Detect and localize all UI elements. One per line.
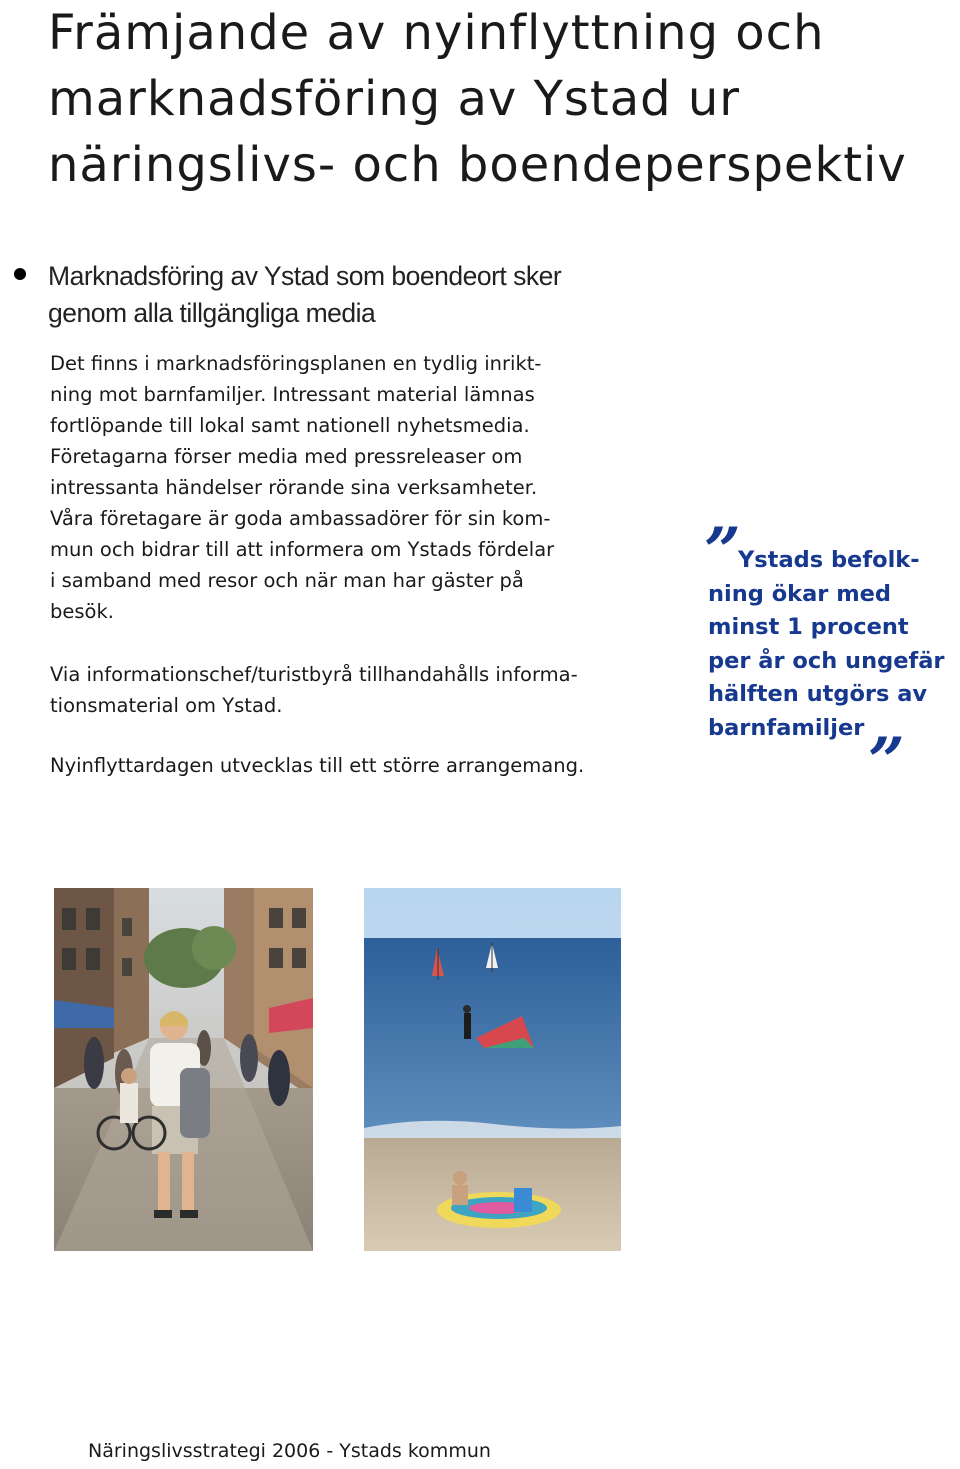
paragraph-line: fortlöpande till lokal samt nationell nyhetsmedia. <box>50 414 530 437</box>
paragraph-line: Nyinflyttardagen utvecklas till ett större arrangemang. <box>50 754 585 777</box>
body-paragraph-marketing <box>50 348 650 627</box>
open-quote-icon: ” <box>704 514 741 589</box>
pullquote-line: per år och ungefär <box>708 647 945 674</box>
paragraph-line: besök. <box>50 600 114 623</box>
beach-photo <box>364 888 621 1251</box>
paragraph-line: i samband med resor och när man har gäster på <box>50 569 524 592</box>
street-photo <box>54 888 313 1251</box>
pullquote-line: minst 1 procent <box>708 614 909 640</box>
pullquote-line: hälften utgörs av <box>708 681 928 707</box>
title-line: marknadsföring av Ystad ur <box>48 71 741 127</box>
page-title <box>48 0 948 198</box>
paragraph-line: Våra företagare är goda ambassadörer för sin kom- <box>50 507 551 530</box>
paragraph-line: Det finns i marknadsföringsplanen en tydlig inrikt- <box>50 352 542 375</box>
title-line: Främjande av nyinflyttning och <box>48 5 825 61</box>
body-paragraph-newcomers-day <box>50 750 650 781</box>
pull-quote <box>708 544 958 745</box>
paragraph-line: tionsmaterial om Ystad. <box>50 694 283 717</box>
page-footer: Näringslivsstrategi 2006 - Ystads kommun <box>88 1440 491 1462</box>
pullquote-line: Ystads befolk- <box>738 547 920 573</box>
close-quote-icon: ” <box>868 724 905 799</box>
paragraph-line: mun och bidrar till att informera om Ystads fördelar <box>50 538 555 561</box>
bullet-icon <box>14 268 26 280</box>
paragraph-line: Via informationschef/turistbyrå tillhandahålls informa- <box>50 663 578 686</box>
pullquote-line: ning ökar med <box>708 580 892 607</box>
title-line: näringslivs- och boendeperspektiv <box>48 137 907 193</box>
pullquote-line: barnfamiljer <box>708 714 865 741</box>
body-paragraph-information <box>50 659 650 721</box>
subheading-line: genom alla tillgängliga media <box>48 298 376 328</box>
paragraph-line: Företagarna förser media med pressreleaser om <box>50 445 523 468</box>
paragraph-line: ning mot barnfamiljer. Intressant material lämnas <box>50 383 535 406</box>
subheading-line: Marknadsföring av Ystad som boendeort sker <box>48 261 562 291</box>
section-subheading <box>48 258 668 332</box>
paragraph-line: intressanta händelser rörande sina verksamheter. <box>50 476 538 499</box>
